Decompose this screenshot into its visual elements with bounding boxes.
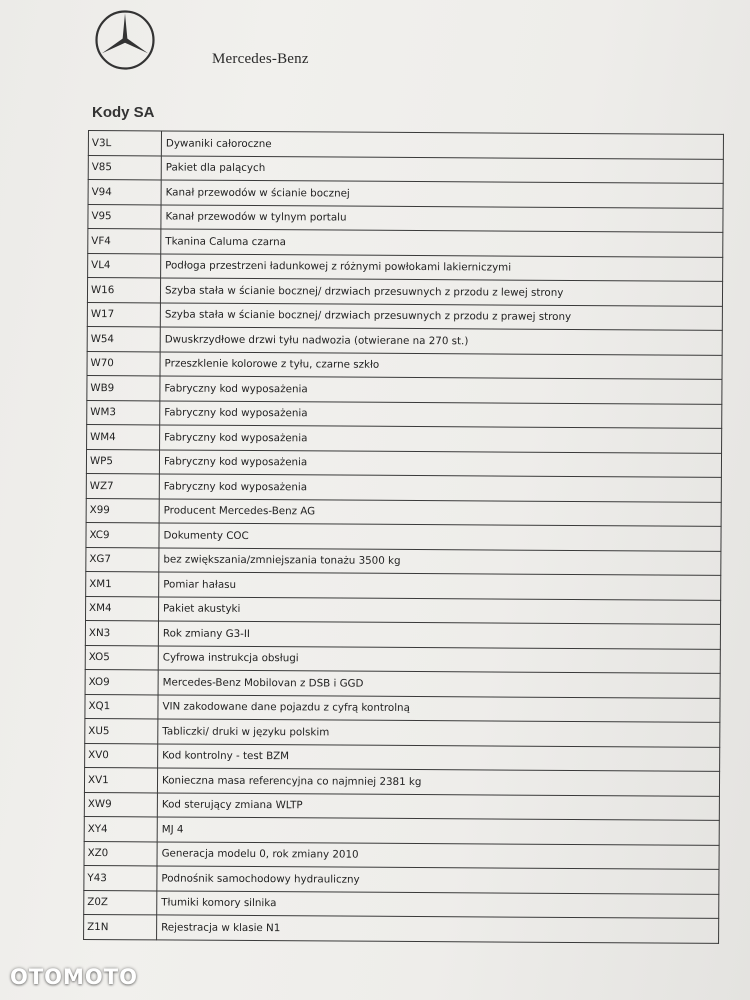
sa-description-cell: Pakiet akustyki bbox=[159, 596, 721, 624]
sa-description-cell: Cyfrowa instrukcja obsługi bbox=[158, 645, 720, 673]
sa-code-cell: WP5 bbox=[86, 449, 159, 474]
sa-description-cell: Dokumenty COC bbox=[159, 523, 721, 551]
sa-code-cell: V85 bbox=[88, 155, 161, 180]
sa-code-cell: XM1 bbox=[86, 571, 159, 596]
sa-description-cell: Fabryczny kod wyposażenia bbox=[159, 449, 721, 477]
sa-description-cell: Dywaniki całoroczne bbox=[161, 131, 723, 159]
sa-description-cell: Tabliczki/ druki w języku polskim bbox=[158, 719, 720, 747]
sa-code-cell: WM4 bbox=[87, 424, 160, 449]
sa-description-cell: Rejestracja w klasie N1 bbox=[157, 915, 719, 943]
sa-description-cell: Rok zmiany G3-II bbox=[158, 621, 720, 649]
sa-description-cell: Tłumiki komory silnika bbox=[157, 890, 719, 918]
sa-description-cell: Tkanina Caluma czarna bbox=[161, 229, 723, 257]
sa-code-cell: Y43 bbox=[84, 865, 157, 890]
sa-code-cell: V94 bbox=[88, 180, 161, 205]
sa-code-cell: XQ1 bbox=[85, 694, 158, 719]
otomoto-watermark: OTOMOTO bbox=[10, 965, 138, 989]
sa-code-cell: W17 bbox=[87, 302, 160, 327]
sa-description-cell: Fabryczny kod wyposażenia bbox=[160, 400, 722, 428]
sa-description-cell: Szyba stała w ścianie bocznej/ drzwiach przesuwnych z przodu z lewej strony bbox=[160, 278, 722, 306]
sa-code-cell: X99 bbox=[86, 498, 159, 523]
sa-description-cell: Dwuskrzydłowe drzwi tyłu nadwozia (otwierane na 270 st.) bbox=[160, 327, 722, 355]
sa-description-cell: Fabryczny kod wyposażenia bbox=[160, 425, 722, 453]
sa-code-cell: VF4 bbox=[88, 229, 161, 254]
sa-code-cell: XY4 bbox=[84, 816, 157, 841]
sa-code-cell: VL4 bbox=[88, 253, 161, 278]
sa-description-cell: Podłoga przestrzeni ładunkowej z różnymi powłokami lakierniczymi bbox=[161, 253, 723, 281]
sa-code-cell: XC9 bbox=[86, 522, 159, 547]
sa-code-cell: W70 bbox=[87, 351, 160, 376]
sa-description-cell: Konieczna masa referencyjna co najmniej 2381 kg bbox=[157, 768, 719, 796]
sa-code-cell: XW9 bbox=[84, 792, 157, 817]
sa-code-cell: W54 bbox=[87, 326, 160, 351]
sa-code-cell: XM4 bbox=[86, 596, 159, 621]
mercedes-star-icon bbox=[94, 9, 156, 71]
sa-codes-table-body bbox=[84, 131, 724, 943]
sa-description-cell: Kanał przewodów w tylnym portalu bbox=[161, 204, 723, 232]
sa-code-cell: WM3 bbox=[87, 400, 160, 425]
sa-description-cell: Podnośnik samochodowy hydrauliczny bbox=[157, 866, 719, 894]
sa-code-cell: WZ7 bbox=[86, 473, 159, 498]
section-title: Kody SA bbox=[92, 104, 155, 121]
sa-description-cell: Kod kontrolny - test BZM bbox=[158, 743, 720, 771]
sa-description-cell: Przeszklenie kolorowe z tyłu, czarne szkło bbox=[160, 351, 722, 379]
sa-code-cell: WB9 bbox=[87, 375, 160, 400]
sa-description-cell: Fabryczny kod wyposażenia bbox=[160, 376, 722, 404]
sa-code-cell: XO5 bbox=[85, 645, 158, 670]
sa-description-cell: MJ 4 bbox=[157, 817, 719, 845]
sa-code-cell: XU5 bbox=[85, 718, 158, 743]
sa-description-cell: Pakiet dla palących bbox=[161, 155, 723, 183]
sa-description-cell: Mercedes-Benz Mobilovan z DSB i GGD bbox=[158, 670, 720, 698]
sa-description-cell: Fabryczny kod wyposażenia bbox=[159, 474, 721, 502]
sa-description-cell: Kanał przewodów w ścianie bocznej bbox=[161, 180, 723, 208]
sa-code-cell: XZ0 bbox=[84, 841, 157, 866]
sa-description-cell: VIN zakodowane dane pojazdu z cyfrą kontrolną bbox=[158, 694, 720, 722]
sa-code-cell: XN3 bbox=[85, 620, 158, 645]
table-row bbox=[84, 914, 719, 942]
sa-description-cell: Generacja modelu 0, rok zmiany 2010 bbox=[157, 841, 719, 869]
sa-code-cell: V3L bbox=[88, 131, 161, 156]
sa-description-cell: Producent Mercedes-Benz AG bbox=[159, 498, 721, 526]
sa-code-cell: Z1N bbox=[84, 914, 157, 939]
sa-description-cell: Pomiar hałasu bbox=[159, 572, 721, 600]
sa-codes-table bbox=[83, 130, 724, 943]
sa-code-cell: V95 bbox=[88, 204, 161, 229]
sa-description-cell: Kod sterujący zmiana WLTP bbox=[157, 792, 719, 820]
sa-code-cell: XV0 bbox=[85, 743, 158, 768]
sa-code-cell: XG7 bbox=[86, 547, 159, 572]
sa-description-cell: bez zwiększania/zmniejszania tonażu 3500 kg bbox=[159, 547, 721, 575]
sa-code-cell: Z0Z bbox=[84, 890, 157, 915]
sa-code-cell: XO9 bbox=[85, 669, 158, 694]
sa-code-cell: XV1 bbox=[84, 767, 157, 792]
brand-name: Mercedes-Benz bbox=[212, 51, 309, 67]
sa-description-cell: Szyba stała w ścianie bocznej/ drzwiach przesuwnych z przodu z prawej strony bbox=[160, 302, 722, 330]
sa-code-cell: W16 bbox=[87, 278, 160, 303]
